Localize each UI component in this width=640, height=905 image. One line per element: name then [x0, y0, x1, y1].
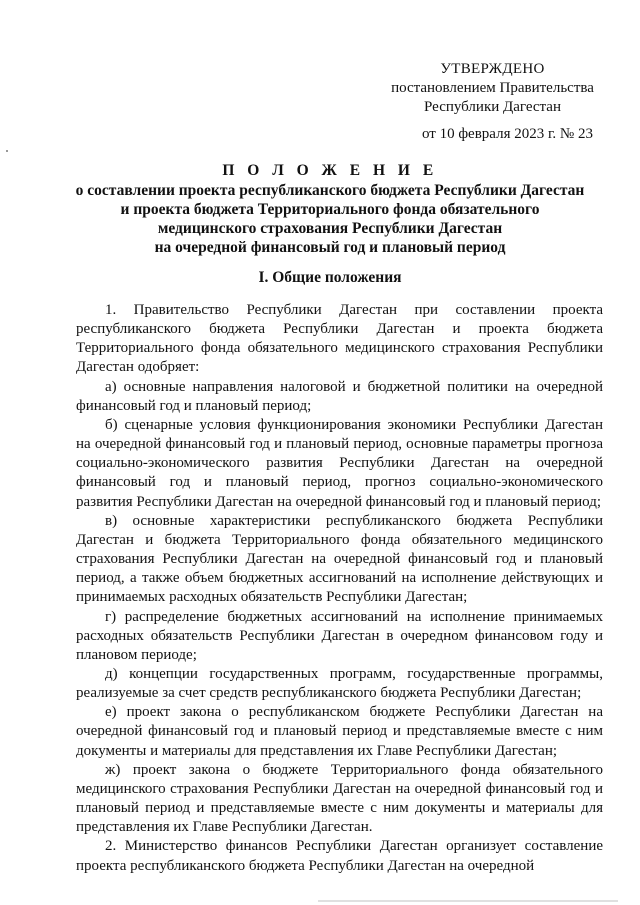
document-title-line-4: на очередной финансовый год и плановый период: [154, 239, 506, 256]
scan-artifact-line: [318, 900, 618, 902]
approval-date: от 10 февраля 2023 г. № 23: [421, 126, 593, 142]
paragraph-a: а) основные направления налоговой и бюджетной политики на очередной финансовый год и плановый период;: [76, 378, 603, 414]
document-body: [76, 301, 603, 876]
paragraph-zh: ж) проект закона о бюджете Территориального фонда обязательного медицинского страхования Республики Дагестан на очередной финансовый год и плановый период и представляемые вместе с ним документы и материалы для представления их Главе Республики Дагестан.: [76, 761, 603, 836]
approval-line-1: постановлением Правительства: [391, 80, 594, 96]
approval-title: УТВЕРЖДЕНО: [440, 61, 545, 77]
paragraph-e: е) проект закона о республиканском бюджете Республики Дагестан на очередной финансовый год и плановый период и представляемые вместе с ним документы и материалы для представления их Главе Республики Дагестан;: [76, 704, 603, 759]
paragraph-v: в) основные характеристики республиканского бюджета Республики Дагестан и бюджета Территориального фонда обязательного медицинского страхования Республики Дагестан на очередной финансовый год и плановый период, а также объем бюджетных ассигнований на исполнение действующих и принимаемых расходных обязательств Республики Дагестан;: [76, 512, 603, 606]
paragraph-b: б) сценарные условия функционирования экономики Республики Дагестан на очередной финансовый год и плановый период, основные параметры прогноза социально-экономического развития Республики Дагестан на очередной финансовый год и плановый период, прогноз социально-экономического развития Республики Дагестан на очередной финансовый год и плановый период;: [76, 416, 603, 510]
document-title-main: П О Л О Ж Е Н И Е: [222, 162, 438, 179]
document-title-line-1: о составлении проекта республиканского бюджета Республики Дагестан: [75, 182, 585, 199]
section-heading: I. Общие положения: [258, 269, 402, 286]
paragraph-g: г) распределение бюджетных ассигнований на исполнение принимаемых расходных обязательств Республики Дагестан в очередном финансовом году и плановом периоде;: [76, 608, 603, 663]
scan-artifact-dot: [6, 150, 8, 152]
paragraph-d: д) концепции государственных программ, государственные программы, реализуемые за счет средств республиканского бюджета Республики Дагестан;: [76, 665, 603, 702]
approval-stamp: [380, 60, 605, 144]
document-title: [60, 161, 600, 257]
document-title-line-3: медицинского страхования Республики Дагестан: [157, 220, 503, 237]
approval-line-2: Республики Дагестан: [424, 99, 561, 115]
document-title-line-2: и проекта бюджета Территориального фонда обязательного: [120, 201, 540, 218]
paragraph-2: 2. Министерство финансов Республики Дагестан организует составление проекта республиканского бюджета Республики Дагестан на очередной: [76, 838, 603, 874]
paragraph-1: 1. Правительство Республики Дагестан при составлении проекта республиканского бюджета Республики Дагестан и проекта бюджета Территориального фонда обязательного медицинского страхования Республики Дагестан одобряет:: [76, 302, 603, 376]
